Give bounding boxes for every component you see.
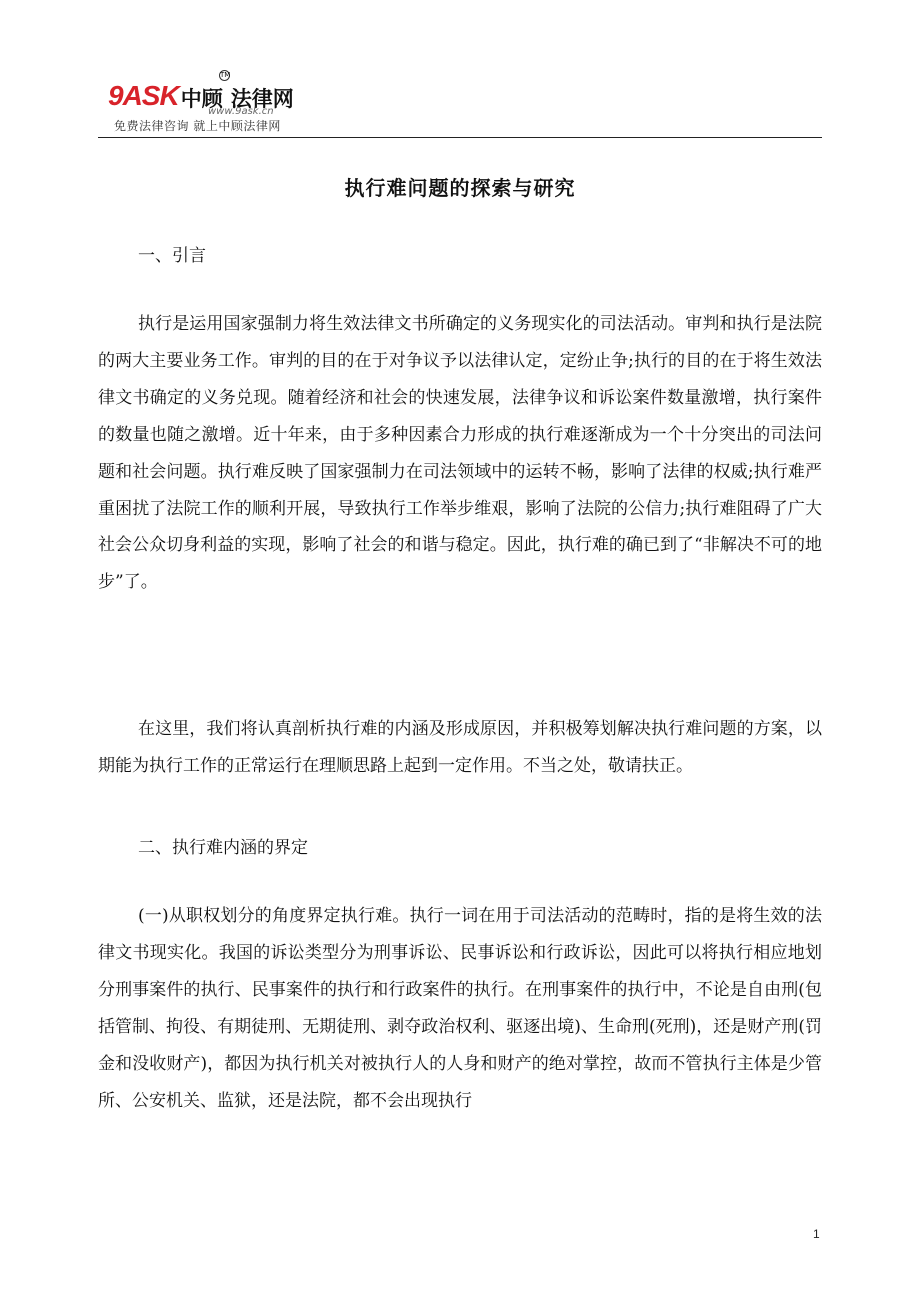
body-paragraph: 在这里，我们将认真剖析执行难的内涵及形成原因，并积极筹划解决执行难问题的方案，以期能为执行工作的正常运行在理顺思路上起到一定作用。不当之处，敬请扶正。 [98,719,822,776]
page-number: 1 [813,1227,820,1241]
body-paragraph: 执行是运用国家强制力将生效法律文书所确定的义务现实化的司法活动。审判和执行是法院的两大主要业务工作。审判的目的在于对争议予以法律认定，定纷止争;执行的目的在于将生效法律文书确定的义务兑现。随着经济和社会的快速发展，法律争议和诉讼案件数量激增，执行案件的数量也随之激增。近十年来，由于多种因素合力形成的执行难逐渐成为一个十分突出的司法问题和社会问题。执行难反映了国家强制力在司法领域中的运转不畅，影响了法律的权威;执行难严重困扰了法院工作的顺利开展，导致执行工作举步维艰，影响了法院的公信力;执行难阻碍了广大社会公众切身利益的实现，影响了社会的和谐与稳定。因此，执行难的确已到了“非解决不可的地步”了。 [98,314,822,593]
logo-site-name: 法律网 [230,87,294,111]
body-paragraph: (一)从职权划分的角度界定执行难。执行一词在用于司法活动的范畴时，指的是将生效的法律文书现实化。我国的诉讼类型分为刑事诉讼、民事诉讼和行政诉讼，因此可以将执行相应地划分刑事案件的执行、民事案件的执行和行政案件的执行。在刑事案件的执行中，不论是自由刑(包括管制、拘役、有期徒刑、无期徒刑、剥夺政治权利、驱逐出境)、生命刑(死刑)，还是财产刑(罚金和没收财产)，都因为执行机关对被执行人的人身和财产的绝对掌控，故而不管执行主体是少管所、公安机关、监狱，还是法院，都不会出现执行 [98,906,822,1111]
section-heading: 二、执行难内涵的界定 [138,838,308,858]
logo-brand-cn: 中顾 [180,87,223,111]
site-logo[interactable] [108,70,294,110]
header-slogan: 免费法律咨询 就上中顾法律网 [114,119,281,133]
logo-url: www.9ask.cn [208,106,274,117]
section-heading: 一、引言 [138,246,206,266]
header-divider [98,137,822,138]
document-header [98,70,822,138]
trademark-icon: TM [220,71,231,79]
document-title: 执行难问题的探索与研究 [344,176,576,200]
logo-9ask-mark: 9ASK [108,80,179,111]
